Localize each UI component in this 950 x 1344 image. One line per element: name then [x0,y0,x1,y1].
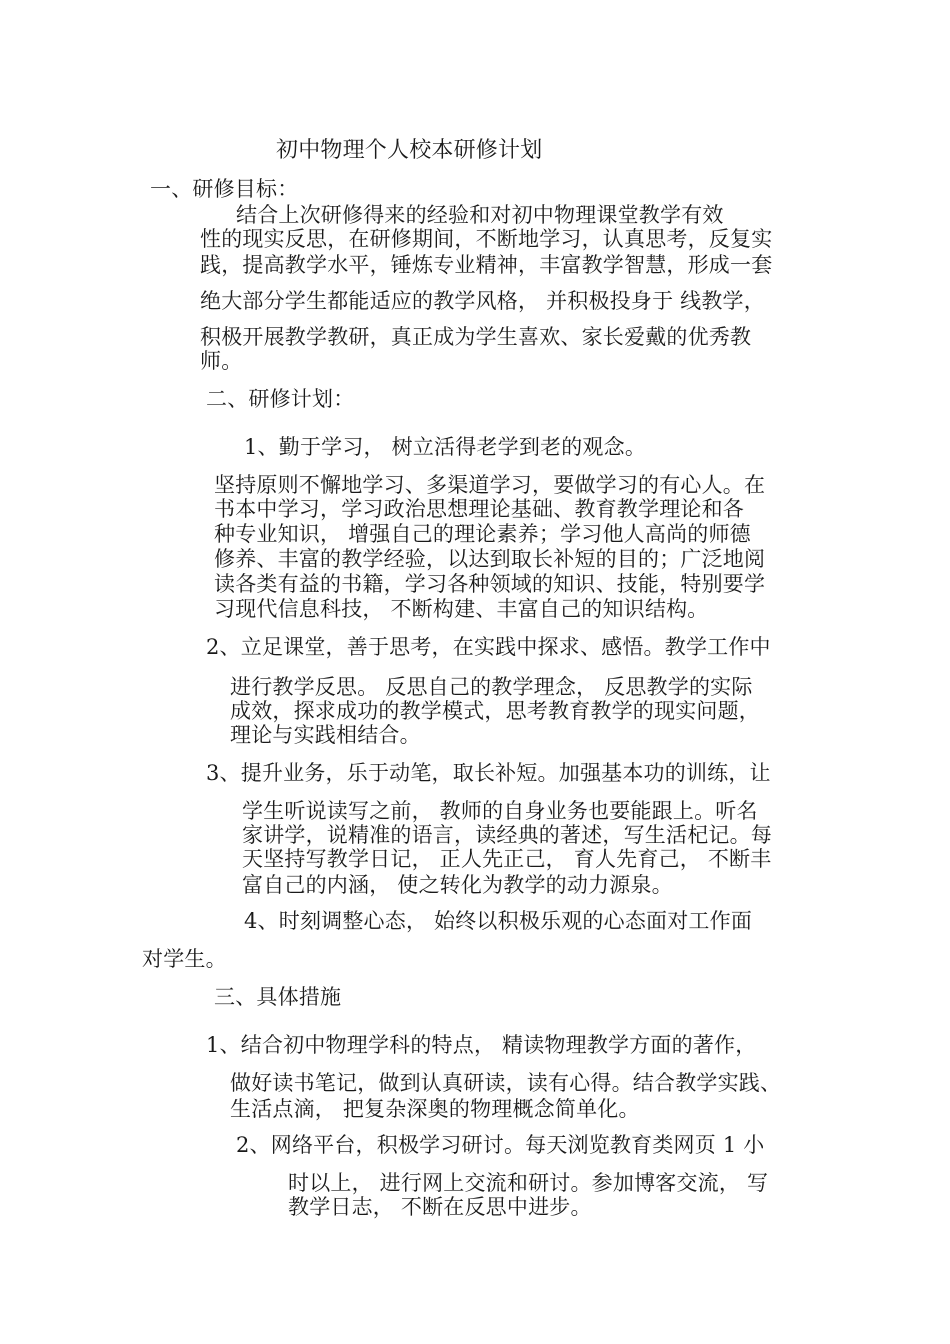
measure-item-2-title: 2、网络平台，积极学习研讨。每天浏览教育类网页 1 小 [236,1133,765,1157]
plan-item-3-line: 学生听说读写之前， 教师的自身业务也要能跟上。听名 [242,799,758,823]
section-1-line: 积极开展教学教研，真正成为学生喜欢、家长爱戴的优秀教 [200,325,752,349]
plan-item-2-line: 理论与实践相结合。 [230,723,421,747]
section-1-line: 结合上次研修得来的经验和对初中物理课堂教学有效 [236,203,724,227]
section-1-line: 践，提高教学水平，锤炼专业精神，丰富教学智慧，形成一套 [200,253,773,277]
plan-item-1-line: 修养、丰富的教学经验，以达到取长补短的目的；广泛地阅 [214,547,766,571]
plan-item-2-title: 2、立足课堂，善于思考，在实践中探求、感悟。教学工作中 [206,635,771,659]
measure-item-2-line: 教学日志， 不断在反思中进步。 [288,1195,592,1219]
plan-item-3-line: 富自己的内涵， 使之转化为教学的动力源泉。 [242,873,673,897]
section-1-line: 师。 [200,349,243,373]
plan-item-4-tail: 对学生。 [142,947,227,971]
plan-item-1-line: 种专业知识， 增强自己的理论素养；学习他人高尚的师德 [214,522,751,546]
plan-item-4-title: 4、时刻调整心态， 始终以积极乐观的心态面对工作面 [244,909,753,933]
plan-item-1-line: 习现代信息科技， 不断构建、丰富自己的知识结构。 [214,597,709,621]
plan-item-1-line: 读各类有益的书籍，学习各种领域的知识、技能，特别要学 [214,572,766,596]
plan-item-3-line: 天坚持写教学日记， 正人先正己， 育人先育己， 不断丰 [242,847,772,871]
plan-item-1-title: 1、勤于学习， 树立活得老学到老的观念。 [244,435,647,459]
plan-item-1-line: 书本中学习，学习政治思想理论基础、教育教学理论和各 [214,497,744,521]
document-title: 初中物理个人校本研修计划 [276,138,543,163]
plan-item-2-line: 成效，探求成功的教学模式，思考教育教学的现实问题， [230,699,760,723]
measure-item-2-line: 时以上， 进行网上交流和研讨。参加博客交流， 写 [288,1171,769,1195]
section-3-heading: 三、具体措施 [214,985,342,1009]
plan-item-2-line: 进行教学反思。 反思自己的教学理念， 反思教学的实际 [230,675,753,699]
section-1-line: 绝大部分学生都能适应的教学风格， 并积极投身于 线教学， [200,289,765,313]
plan-item-3-line: 家讲学，说精准的语言，读经典的著述，写生活杞记。每 [242,823,772,847]
measure-item-1-line: 做好读书笔记，做到认真研读，读有心得。结合教学实践、 [230,1071,782,1095]
plan-item-1-line: 坚持原则不懈地学习、多渠道学习，要做学习的有心人。在 [214,473,766,497]
plan-item-3-title: 3、提升业务，乐于动笔，取长补短。加强基本功的训练，让 [206,761,771,785]
section-1-line: 性的现实反思，在研修期间，不断地学习，认真思考，反复实 [200,227,773,251]
measure-item-1-line: 生活点滴， 把复杂深奥的物理概念简单化。 [230,1097,640,1121]
measure-item-1-title: 1、结合初中物理学科的特点， 精读物理教学方面的著作， [206,1033,757,1057]
section-2-heading: 二、研修计划： [206,387,355,411]
section-1-heading: 一、研修目标： [150,177,299,201]
